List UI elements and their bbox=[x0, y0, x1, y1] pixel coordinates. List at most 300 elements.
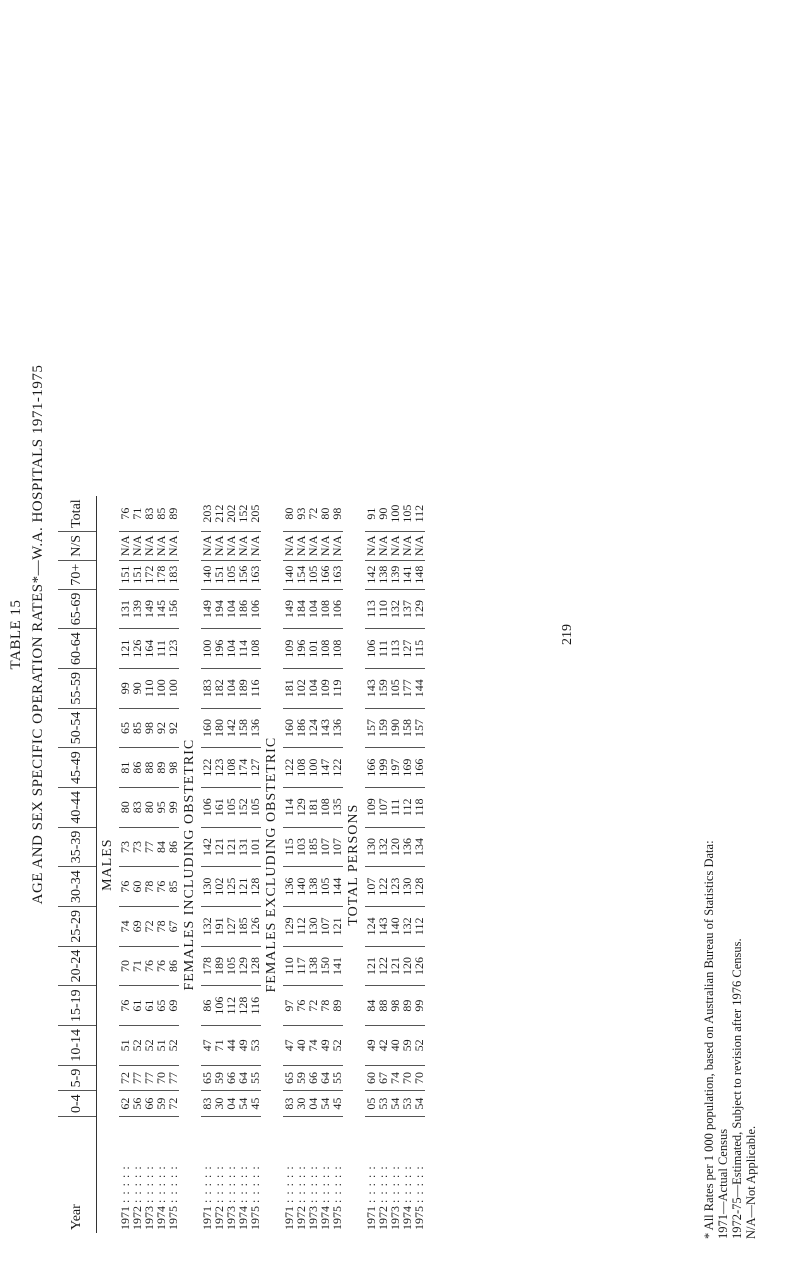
rate-cell: 67 bbox=[167, 906, 179, 946]
leader-dots: : : : : : bbox=[294, 1165, 308, 1203]
rate-cell: 152 bbox=[237, 787, 249, 827]
rate-cell: 72 bbox=[119, 1065, 131, 1091]
year-label: 1972 bbox=[376, 1206, 390, 1230]
rate-cell: 110 bbox=[283, 946, 295, 986]
leader-dots: : : : : : bbox=[130, 1165, 144, 1203]
footnote-1972-75: 1972-75—Estimated, Subject to revision after 1976 Census. bbox=[730, 938, 744, 1239]
rate-cell: 69 bbox=[131, 906, 143, 946]
rate-cell: 86 bbox=[131, 748, 143, 788]
rate-cell: 49 bbox=[237, 1025, 249, 1065]
rate-cell: 76 bbox=[143, 946, 155, 986]
table-number: TABLE 15 bbox=[8, 599, 24, 670]
rate-cell: 127 bbox=[249, 748, 261, 788]
rate-cell: 05 bbox=[365, 1091, 377, 1117]
rate-cell: 40 bbox=[389, 1025, 401, 1065]
footnotes bbox=[702, 840, 758, 1239]
section-label: MALES bbox=[100, 838, 115, 891]
column-header: 5-9 bbox=[58, 1065, 97, 1091]
rate-cell: 90 bbox=[131, 668, 143, 708]
rate-cell: 196 bbox=[213, 629, 225, 669]
rate-cell: 118 bbox=[413, 787, 425, 827]
column-header: 30-34 bbox=[58, 867, 97, 907]
rate-cell: 49 bbox=[319, 1025, 331, 1065]
rate-cell: 185 bbox=[237, 906, 249, 946]
rate-cell: 72 bbox=[143, 906, 155, 946]
rate-cell: 112 bbox=[413, 496, 425, 531]
rate-cell: N/A bbox=[201, 531, 213, 560]
rate-cell: 65 bbox=[201, 1065, 213, 1091]
rate-cell: 108 bbox=[319, 589, 331, 629]
rate-cell: 186 bbox=[237, 589, 249, 629]
rate-cell: 83 bbox=[283, 1091, 295, 1117]
column-header: 20-24 bbox=[58, 946, 97, 986]
header-row bbox=[58, 496, 97, 1233]
rate-cell: 104 bbox=[225, 629, 237, 669]
rate-cell: 80 bbox=[143, 787, 155, 827]
rate-cell: N/A bbox=[225, 531, 237, 560]
rate-cell: 144 bbox=[413, 668, 425, 708]
rate-cell: 140 bbox=[389, 906, 401, 946]
rate-cell: 111 bbox=[389, 787, 401, 827]
rate-cell: 139 bbox=[389, 560, 401, 589]
rate-cell: 100 bbox=[201, 629, 213, 669]
rate-cell: 100 bbox=[389, 496, 401, 531]
rate-cell: N/A bbox=[295, 531, 307, 560]
rate-cell: 71 bbox=[131, 946, 143, 986]
rate-cell: 109 bbox=[283, 629, 295, 669]
rate-cell: 194 bbox=[213, 589, 225, 629]
rate-cell: 67 bbox=[377, 1065, 389, 1091]
rate-cell: 66 bbox=[307, 1065, 319, 1091]
rate-cell: 130 bbox=[401, 867, 413, 907]
year-label: 1974 bbox=[154, 1206, 168, 1230]
year-label: 1972 bbox=[212, 1206, 226, 1230]
rate-cell: 141 bbox=[401, 560, 413, 589]
rate-cell: 107 bbox=[365, 867, 377, 907]
rate-cell: 78 bbox=[319, 986, 331, 1026]
rate-cell: 157 bbox=[413, 708, 425, 748]
rate-cell: 64 bbox=[319, 1065, 331, 1091]
rate-cell: 30 bbox=[213, 1091, 225, 1117]
rate-cell: 121 bbox=[213, 827, 225, 867]
leader-dots: : : : : : bbox=[224, 1165, 238, 1203]
rate-cell: 122 bbox=[377, 867, 389, 907]
rate-cell: 77 bbox=[131, 1065, 143, 1091]
rate-cell: 78 bbox=[155, 906, 167, 946]
column-header: Year bbox=[58, 1117, 97, 1234]
rate-cell: 100 bbox=[167, 668, 179, 708]
year-label: 1972 bbox=[130, 1206, 144, 1230]
rate-cell: 101 bbox=[249, 827, 261, 867]
rate-cell: 150 bbox=[319, 946, 331, 986]
rate-cell: 112 bbox=[401, 787, 413, 827]
rate-cell: 91 bbox=[365, 496, 377, 531]
rate-cell: 72 bbox=[307, 986, 319, 1026]
rate-cell: 45 bbox=[249, 1091, 261, 1117]
rate-cell: N/A bbox=[143, 531, 155, 560]
rate-cell: 191 bbox=[213, 906, 225, 946]
rate-cell: 166 bbox=[319, 560, 331, 589]
rate-cell: 56 bbox=[131, 1091, 143, 1117]
rate-cell: 185 bbox=[307, 827, 319, 867]
column-header: 35-39 bbox=[58, 827, 97, 867]
footnote-1971: 1971—Actual Census bbox=[716, 1128, 730, 1239]
leader-dots: : : : : : bbox=[388, 1165, 402, 1203]
rate-cell: 132 bbox=[389, 589, 401, 629]
rate-cell: 85 bbox=[167, 867, 179, 907]
rate-cell: 112 bbox=[225, 986, 237, 1026]
column-header: 0-4 bbox=[58, 1091, 97, 1117]
rate-cell: 81 bbox=[119, 748, 131, 788]
rate-cell: 105 bbox=[401, 496, 413, 531]
rate-cell: 166 bbox=[365, 748, 377, 788]
year-label: 1975 bbox=[412, 1206, 426, 1230]
rate-cell: 105 bbox=[225, 787, 237, 827]
year-label: 1973 bbox=[224, 1206, 238, 1230]
rate-cell: 52 bbox=[143, 1025, 155, 1065]
rate-cell: 106 bbox=[249, 589, 261, 629]
year-cell bbox=[249, 1117, 261, 1234]
year-label: 1971 bbox=[364, 1206, 378, 1230]
rate-cell: 108 bbox=[295, 748, 307, 788]
rate-cell: 52 bbox=[413, 1025, 425, 1065]
rate-cell: 77 bbox=[167, 1065, 179, 1091]
rate-cell: 62 bbox=[119, 1091, 131, 1117]
rate-cell: 55 bbox=[331, 1065, 343, 1091]
rate-cell: 85 bbox=[155, 496, 167, 531]
rate-cell: 108 bbox=[225, 748, 237, 788]
year-label: 1971 bbox=[282, 1206, 296, 1230]
rate-cell: 132 bbox=[201, 906, 213, 946]
rate-cell: 61 bbox=[131, 986, 143, 1026]
rate-cell: 123 bbox=[167, 629, 179, 669]
rate-cell: 178 bbox=[155, 560, 167, 589]
leader-dots: : : : : : bbox=[212, 1165, 226, 1203]
rate-cell: 70 bbox=[119, 946, 131, 986]
rate-cell: 129 bbox=[413, 589, 425, 629]
rate-cell: 136 bbox=[331, 708, 343, 748]
rate-cell: 45 bbox=[331, 1091, 343, 1117]
rate-cell: 90 bbox=[377, 496, 389, 531]
rate-cell: 158 bbox=[401, 708, 413, 748]
rate-cell: 121 bbox=[331, 906, 343, 946]
rate-cell: 83 bbox=[143, 496, 155, 531]
rate-cell: 144 bbox=[331, 867, 343, 907]
rate-cell: 116 bbox=[249, 668, 261, 708]
column-header: 70+ bbox=[58, 560, 97, 589]
leader-dots: : : : : : bbox=[400, 1165, 414, 1203]
rate-cell: 65 bbox=[119, 708, 131, 748]
rate-cell: 105 bbox=[319, 867, 331, 907]
rate-cell: 100 bbox=[307, 748, 319, 788]
rate-cell: 130 bbox=[365, 827, 377, 867]
rate-cell: 108 bbox=[319, 787, 331, 827]
rate-cell: 88 bbox=[143, 748, 155, 788]
rate-cell: 189 bbox=[237, 668, 249, 708]
rate-cell: 102 bbox=[213, 867, 225, 907]
rate-cell: 106 bbox=[213, 986, 225, 1026]
rate-cell: 145 bbox=[155, 589, 167, 629]
rate-cell: 126 bbox=[249, 906, 261, 946]
rate-cell: 182 bbox=[213, 668, 225, 708]
rate-cell: 109 bbox=[365, 787, 377, 827]
rate-cell: 112 bbox=[295, 906, 307, 946]
rate-cell: 86 bbox=[167, 946, 179, 986]
rate-cell: 161 bbox=[213, 787, 225, 827]
rate-cell: 54 bbox=[319, 1091, 331, 1117]
rate-cell: 47 bbox=[201, 1025, 213, 1065]
rate-cell: 70 bbox=[413, 1065, 425, 1091]
rate-cell: 74 bbox=[307, 1025, 319, 1065]
rate-cell: 138 bbox=[307, 946, 319, 986]
rate-cell: 122 bbox=[377, 946, 389, 986]
rate-cell: 70 bbox=[401, 1065, 413, 1091]
column-header: 55-59 bbox=[58, 668, 97, 708]
rate-cell: 108 bbox=[249, 629, 261, 669]
leader-dots: : : : : : bbox=[318, 1165, 332, 1203]
rate-cell: 97 bbox=[283, 986, 295, 1026]
rate-cell: 77 bbox=[143, 827, 155, 867]
rate-cell: 47 bbox=[283, 1025, 295, 1065]
rate-cell: 66 bbox=[225, 1065, 237, 1091]
rate-cell: 143 bbox=[365, 668, 377, 708]
rate-cell: 100 bbox=[155, 668, 167, 708]
leader-dots: : : : : : bbox=[166, 1165, 180, 1203]
rate-cell: N/A bbox=[131, 531, 143, 560]
leader-dots: : : : : : bbox=[306, 1165, 320, 1203]
rate-cell: 84 bbox=[155, 827, 167, 867]
rate-cell: 52 bbox=[131, 1025, 143, 1065]
rate-cell: 40 bbox=[295, 1025, 307, 1065]
rate-cell: 151 bbox=[213, 560, 225, 589]
rate-cell: 84 bbox=[365, 986, 377, 1026]
rate-cell: 83 bbox=[131, 787, 143, 827]
rate-cell: 107 bbox=[331, 827, 343, 867]
rate-cell: 80 bbox=[319, 496, 331, 531]
rate-cell: 172 bbox=[143, 560, 155, 589]
rate-cell: N/A bbox=[365, 531, 377, 560]
rate-cell: 52 bbox=[331, 1025, 343, 1065]
rate-cell: N/A bbox=[389, 531, 401, 560]
rate-cell: 177 bbox=[401, 668, 413, 708]
rate-cell: 76 bbox=[119, 986, 131, 1026]
rate-cell: 107 bbox=[319, 906, 331, 946]
year-cell bbox=[331, 1117, 343, 1234]
rate-cell: 107 bbox=[377, 787, 389, 827]
rate-cell: 61 bbox=[143, 986, 155, 1026]
rate-cell: 105 bbox=[249, 787, 261, 827]
leader-dots: : : : : : bbox=[200, 1165, 214, 1203]
rate-cell: 89 bbox=[155, 748, 167, 788]
section-header-row bbox=[343, 496, 365, 1233]
section-header-row bbox=[261, 496, 283, 1233]
rate-cell: 184 bbox=[295, 589, 307, 629]
rate-cell: 110 bbox=[143, 668, 155, 708]
rate-cell: 190 bbox=[389, 708, 401, 748]
section-label: TOTAL PERSONS bbox=[346, 803, 361, 926]
rate-cell: 49 bbox=[365, 1025, 377, 1065]
rate-cell: 151 bbox=[119, 560, 131, 589]
section-header-row bbox=[97, 496, 120, 1233]
rate-cell: 142 bbox=[225, 708, 237, 748]
year-label: 1973 bbox=[388, 1206, 402, 1230]
rate-cell: 123 bbox=[389, 867, 401, 907]
rate-cell: 104 bbox=[307, 668, 319, 708]
rate-cell: 142 bbox=[365, 560, 377, 589]
rate-cell: 130 bbox=[307, 906, 319, 946]
rate-cell: 164 bbox=[143, 629, 155, 669]
footnote-na: N/A—Not Applicable. bbox=[744, 1125, 758, 1239]
rate-cell: 143 bbox=[377, 906, 389, 946]
rate-cell: 128 bbox=[249, 946, 261, 986]
footnote-rates: * All Rates per 1 000 population, based on Australian Bureau of Statistics Data: bbox=[702, 840, 716, 1239]
rate-cell: 181 bbox=[307, 787, 319, 827]
rate-cell: 203 bbox=[201, 496, 213, 531]
rate-cell: 59 bbox=[155, 1091, 167, 1117]
year-cell bbox=[167, 1117, 179, 1234]
rate-cell: 115 bbox=[283, 827, 295, 867]
column-header: 15-19 bbox=[58, 986, 97, 1026]
year-label: 1974 bbox=[236, 1206, 250, 1230]
rate-cell: N/A bbox=[237, 531, 249, 560]
rate-cell: 212 bbox=[213, 496, 225, 531]
leader-dots: : : : : : bbox=[248, 1165, 262, 1203]
rate-cell: 149 bbox=[201, 589, 213, 629]
rate-cell: 139 bbox=[131, 589, 143, 629]
leader-dots: : : : : : bbox=[376, 1165, 390, 1203]
rate-cell: 115 bbox=[413, 629, 425, 669]
year-label: 1974 bbox=[400, 1206, 414, 1230]
rate-cell: 78 bbox=[143, 867, 155, 907]
rate-cell: 149 bbox=[143, 589, 155, 629]
rate-cell: 80 bbox=[119, 787, 131, 827]
rate-cell: 151 bbox=[131, 560, 143, 589]
rate-cell: 108 bbox=[319, 629, 331, 669]
rate-cell: 163 bbox=[331, 560, 343, 589]
operation-rates-table bbox=[58, 496, 425, 1233]
rate-cell: 143 bbox=[319, 708, 331, 748]
rate-cell: 120 bbox=[389, 827, 401, 867]
rate-cell: 114 bbox=[237, 629, 249, 669]
rate-cell: 42 bbox=[377, 1025, 389, 1065]
rate-cell: 183 bbox=[167, 560, 179, 589]
table-row bbox=[167, 496, 179, 1233]
rate-cell: 105 bbox=[225, 946, 237, 986]
year-label: 1973 bbox=[142, 1206, 156, 1230]
rate-cell: 129 bbox=[237, 946, 249, 986]
rate-cell: N/A bbox=[319, 531, 331, 560]
rate-cell: 109 bbox=[319, 668, 331, 708]
rate-cell: 86 bbox=[167, 827, 179, 867]
rate-cell: 119 bbox=[331, 668, 343, 708]
rate-cell: 166 bbox=[413, 748, 425, 788]
rate-cell: 103 bbox=[295, 827, 307, 867]
column-header: 45-49 bbox=[58, 748, 97, 788]
rate-cell: 159 bbox=[377, 668, 389, 708]
rate-cell: 121 bbox=[225, 827, 237, 867]
rate-cell: 74 bbox=[389, 1065, 401, 1091]
rate-cell: 121 bbox=[365, 946, 377, 986]
page-number: 219 bbox=[560, 624, 575, 645]
rate-cell: 53 bbox=[401, 1091, 413, 1117]
rate-cell: 98 bbox=[143, 708, 155, 748]
rate-cell: 99 bbox=[167, 787, 179, 827]
rate-cell: 163 bbox=[249, 560, 261, 589]
rate-cell: 112 bbox=[413, 906, 425, 946]
rate-cell: 181 bbox=[283, 668, 295, 708]
rate-cell: 148 bbox=[413, 560, 425, 589]
rate-cell: 92 bbox=[167, 708, 179, 748]
rate-cell: 52 bbox=[167, 1025, 179, 1065]
year-label: 1974 bbox=[318, 1206, 332, 1230]
rate-cell: 71 bbox=[213, 1025, 225, 1065]
rate-cell: 54 bbox=[389, 1091, 401, 1117]
rate-cell: 111 bbox=[377, 629, 389, 669]
rate-cell: 159 bbox=[377, 708, 389, 748]
rate-cell: 55 bbox=[249, 1065, 261, 1091]
rate-cell: 128 bbox=[249, 867, 261, 907]
section-header-row bbox=[179, 496, 201, 1233]
rate-cell: 95 bbox=[155, 787, 167, 827]
rate-cell: 59 bbox=[295, 1065, 307, 1091]
rate-cell: 128 bbox=[237, 986, 249, 1026]
rate-cell: 85 bbox=[131, 708, 143, 748]
rate-cell: 99 bbox=[119, 668, 131, 708]
rate-cell: 04 bbox=[225, 1091, 237, 1117]
rate-cell: 121 bbox=[119, 629, 131, 669]
rate-cell: 126 bbox=[131, 629, 143, 669]
rate-cell: N/A bbox=[213, 531, 225, 560]
rate-cell: 113 bbox=[389, 629, 401, 669]
leader-dots: : : : : : bbox=[142, 1165, 156, 1203]
leader-dots: : : : : : bbox=[330, 1165, 344, 1203]
column-header: 40-44 bbox=[58, 787, 97, 827]
rate-cell: 93 bbox=[295, 496, 307, 531]
rate-cell: 137 bbox=[401, 589, 413, 629]
rate-cell: 53 bbox=[377, 1091, 389, 1117]
rate-cell: 130 bbox=[201, 867, 213, 907]
rate-cell: 76 bbox=[295, 986, 307, 1026]
rate-cell: 122 bbox=[331, 748, 343, 788]
rate-cell: 169 bbox=[401, 748, 413, 788]
rate-cell: 60 bbox=[365, 1065, 377, 1091]
column-header: 50-54 bbox=[58, 708, 97, 748]
rate-cell: 59 bbox=[401, 1025, 413, 1065]
rate-cell: 65 bbox=[283, 1065, 295, 1091]
rate-cell: 141 bbox=[331, 946, 343, 986]
rate-cell: 105 bbox=[389, 668, 401, 708]
rate-cell: 205 bbox=[249, 496, 261, 531]
rate-cell: 89 bbox=[331, 986, 343, 1026]
rate-cell: 134 bbox=[413, 827, 425, 867]
rate-cell: 73 bbox=[119, 827, 131, 867]
rate-cell: 104 bbox=[225, 589, 237, 629]
rate-cell: 160 bbox=[283, 708, 295, 748]
rate-cell: 136 bbox=[283, 867, 295, 907]
rate-cell: 104 bbox=[225, 668, 237, 708]
rate-cell: 132 bbox=[401, 906, 413, 946]
column-header: 65-69 bbox=[58, 589, 97, 629]
section-label: FEMALES INCLUDING OBSTETRIC bbox=[182, 738, 197, 991]
rate-cell: 44 bbox=[225, 1025, 237, 1065]
rate-cell: 76 bbox=[155, 867, 167, 907]
section-label: FEMALES EXCLUDING OBSTETRIC bbox=[264, 736, 279, 993]
rate-cell: 136 bbox=[249, 708, 261, 748]
rate-cell: N/A bbox=[283, 531, 295, 560]
rate-cell: 152 bbox=[237, 496, 249, 531]
rate-cell: N/A bbox=[307, 531, 319, 560]
rate-cell: 60 bbox=[131, 867, 143, 907]
